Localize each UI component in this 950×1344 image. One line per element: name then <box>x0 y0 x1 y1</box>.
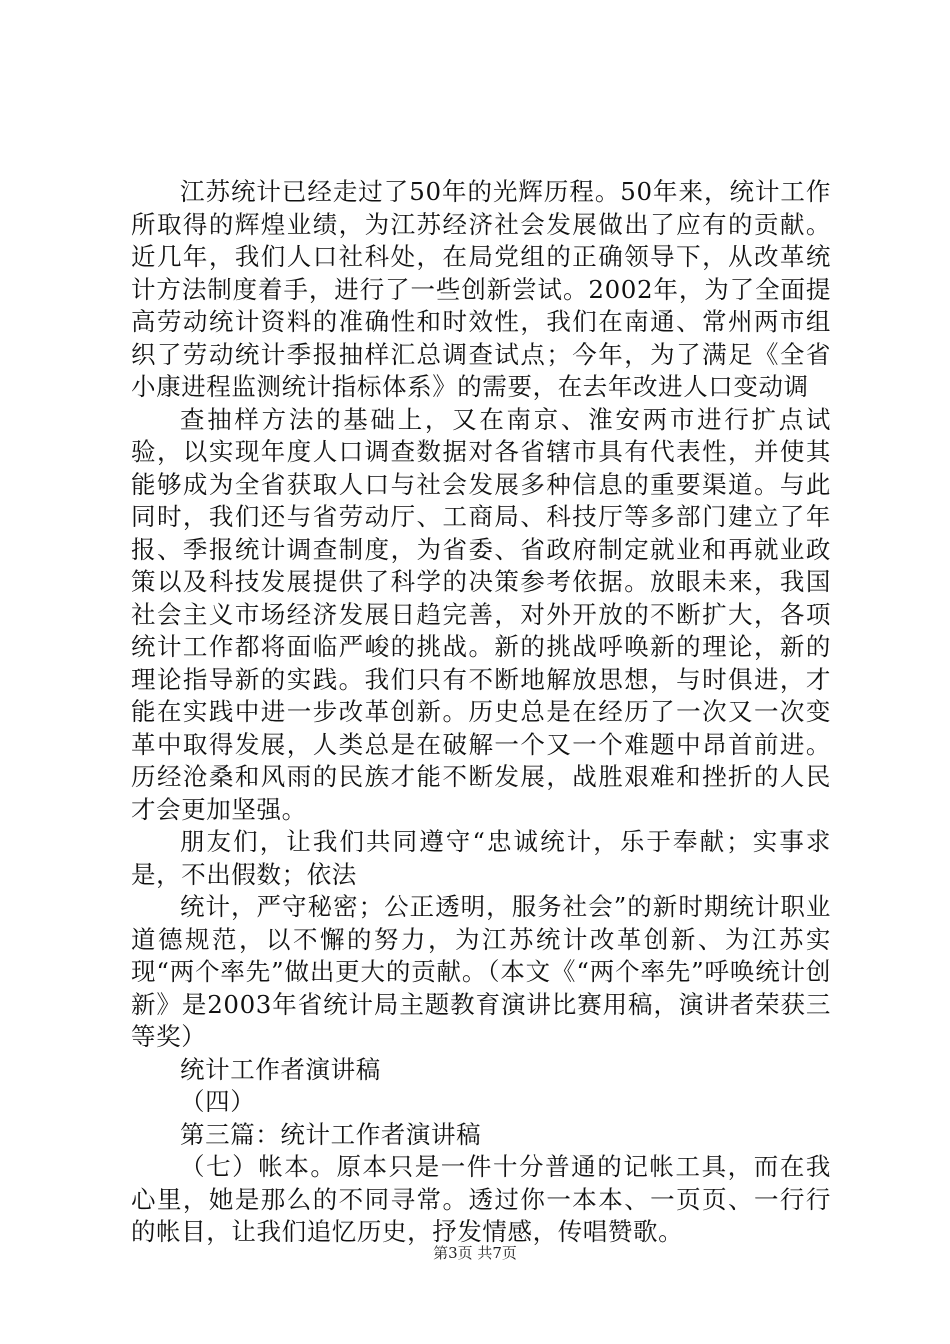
paragraph-8: （七）帐本。原本只是一件十分普通的记帐工具，而在我心里，她是那么的不同寻常。透过你一本本、一页页、一行行的帐目，让我们追忆历史，抒发情感，传唱赞歌。 <box>131 1152 831 1246</box>
paragraph-5-heading: 统计工作者演讲稿 <box>180 1054 381 1084</box>
paragraph-2: 查抽样方法的基础上，又在南京、淮安两市进行扩点试验，以实现年度人口调查数据对各省辖市具有代表性，并使其能够成为全省获取人口与社会发展多种信息的重要渠道。与此同时，我们还与省劳动厅、工商局、科技厅等多部门建立了年报、季报统计调查制度，为省委、省政府制定就业和再就业政策以及科技发展提供了科学的决策参考依据。放眼未来，我国社会主义市场经济发展日趋完善，对外开放的不断扩大，各项统计工作都将面临严峻的挑战。新的挑战呼唤新的理论，新的理论指导新的实践。我们只有不断地解放思想，与时俱进，才能在实践中进一步改革创新。历史总是在经历了一次又一次变革中取得发展，人类总是在破解一个又一个难题中昂首前进。历经沧桑和风雨的民族才能不断发展，战胜艰难和挫折的人民才会更加坚强。 <box>131 404 831 824</box>
page-footer <box>0 1243 950 1263</box>
paragraph-7-heading: 第三篇：统计工作者演讲稿 <box>180 1119 482 1149</box>
paragraph-4: 统计，严守秘密；公正透明，服务社会”的新时期统计职业道德规范，以不懈的努力，为江苏统计改革创新、为江苏实现“两个率先”做出更大的贡献。（本文《“两个率先”呼唤统计创新》是2003年省统计局主题教育演讲比赛用稿，演讲者荣获三等奖） <box>131 892 831 1051</box>
document-body <box>131 176 831 1249</box>
page-number-label: 第3页 共7页 <box>433 1244 517 1262</box>
paragraph-1: 江苏统计已经走过了50年的光辉历程。50年来，统计工作所取得的辉煌业绩，为江苏经济社会发展做出了应有的贡献。近几年，我们人口社科处，在局党组的正确领导下，从改革统计方法制度着手，进行了一些创新尝试。2002年，为了全面提高劳动统计资料的准确性和时效性，我们在南通、常州两市组织了劳动统计季报抽样汇总调查试点；今年，为了满足《全省小康进程监测统计指标体系》的需要，在去年改进人口变动调 <box>131 177 831 401</box>
paragraph-6-section-number: （四） <box>180 1087 256 1116</box>
paragraph-3: 朋友们，让我们共同遵守“忠诚统计，乐于奉献；实事求是，不出假数；依法 <box>131 827 831 889</box>
